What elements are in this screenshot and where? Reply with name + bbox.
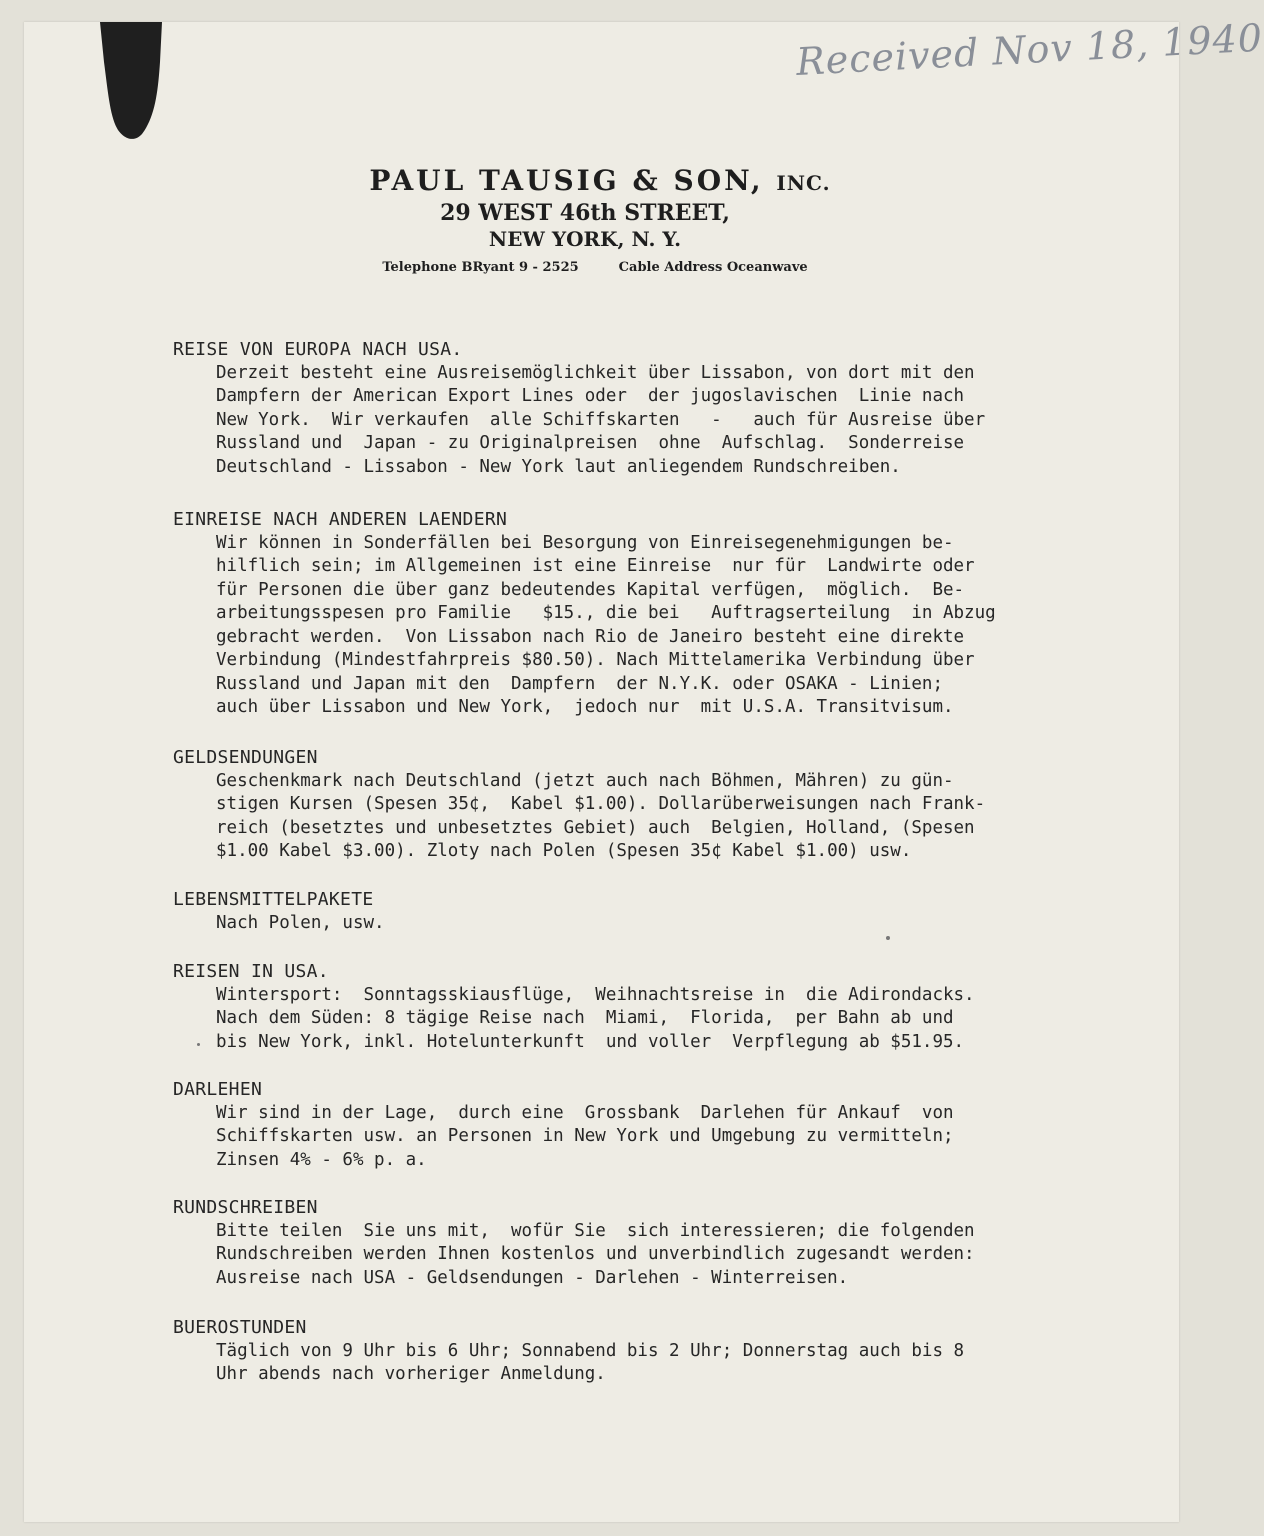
letterhead: [200, 164, 1000, 280]
section-line: Wintersport: Sonntagsskiausflüge, Weihnachtsreise in die Adirondacks.: [216, 984, 975, 1005]
section-line: Uhr abends nach vorheriger Anmeldung.: [216, 1364, 606, 1384]
section-buerostunden: [173, 1316, 1003, 1387]
section-heading: BUEROSTUNDEN: [173, 1317, 307, 1338]
section-line: Zinsen 4% - 6% p. a.: [216, 1149, 427, 1170]
section-line: New York. Wir verkaufen alle Schiffskarten - auch für Ausreise über: [216, 409, 986, 430]
company-street: 29 WEST 46th STREET,: [440, 200, 730, 226]
section-geldsendungen: [173, 746, 1003, 864]
section-line: Wir können in Sonderfällen bei Besorgung von Einreisegenehmigungen be-: [216, 532, 954, 553]
section-line: gebracht werden. Von Lissabon nach Rio de Janeiro besteht eine direkte: [216, 626, 965, 647]
section-line: Deutschland - Lissabon - New York laut anliegendem Rundschreiben.: [216, 456, 901, 477]
section-reise-von-europa: [173, 338, 1003, 479]
section-line: Schiffskarten usw. an Personen in New York und Umgebung zu vermitteln;: [216, 1126, 954, 1146]
section-heading: RUNDSCHREIBEN: [173, 1197, 318, 1218]
section-heading: LEBENSMITTELPAKETE: [173, 889, 374, 910]
company-name-main: PAUL TAUSIG & SON,: [369, 164, 764, 197]
section-line: Täglich von 9 Uhr bis 6 Uhr; Sonnabend bis 2 Uhr; Donnerstag auch bis 8: [216, 1340, 965, 1361]
section-einreise: [173, 508, 1003, 720]
section-heading: EINREISE NACH ANDEREN LAENDERN: [173, 509, 508, 530]
section-line: Rundschreiben werden Ihnen kostenlos und unverbindlich zugesandt werden:: [216, 1244, 975, 1264]
section-line: Geschenkmark nach Deutschland (jetzt auch nach Böhmen, Mähren) zu gün-: [216, 770, 954, 791]
torn-corner: [100, 22, 162, 142]
section-heading: REISEN IN USA.: [173, 961, 329, 982]
paper-speck: [197, 1043, 200, 1046]
section-line: für Personen die über ganz bedeutendes Kapital verfügen, möglich. Be-: [216, 579, 965, 600]
section-line: Wir sind in der Lage, durch eine Grossbank Darlehen für Ankauf von: [216, 1102, 954, 1123]
company-name: [200, 164, 1000, 200]
section-line: stigen Kursen (Spesen 35¢, Kabel $1.00). Dollarüberweisungen nach Frank-: [216, 794, 986, 814]
section-line: Bitte teilen Sie uns mit, wofür Sie sich interessieren; die folgenden: [216, 1220, 975, 1241]
section-line: Russland und Japan mit den Dampfern der N.Y.K. oder OSAKA - Linien;: [216, 673, 943, 694]
telephone: Telephone BRyant 9 - 2525: [382, 260, 579, 275]
section-line: Verbindung (Mindestfahrpreis $80.50). Nach Mittelamerika Verbindung über: [216, 650, 975, 670]
section-heading: DARLEHEN: [173, 1079, 263, 1100]
section-rundschreiben: [173, 1196, 1003, 1290]
section-line: $1.00 Kabel $3.00). Zloty nach Polen (Spesen 35¢ Kabel $1.00) usw.: [216, 841, 912, 861]
section-line: Nach Polen, usw.: [216, 912, 385, 933]
cable-address: Cable Address Oceanwave: [618, 260, 808, 275]
section-line: arbeitungsspesen pro Familie $15., die bei Auftragserteilung in Abzug: [216, 603, 996, 623]
section-line: hilflich sein; im Allgemeinen ist eine Einreise nur für Landwirte oder: [216, 556, 975, 576]
section-line: Nach dem Süden: 8 tägige Reise nach Miami, Florida, per Bahn ab und: [216, 1008, 954, 1028]
section-line: Russland und Japan - zu Originalpreisen ohne Aufschlag. Sonderreise: [216, 433, 965, 453]
company-city: NEW YORK, N. Y.: [488, 227, 682, 251]
section-line: reich (besetztes und unbesetztes Gebiet) auch Belgien, Holland, (Spesen: [216, 817, 975, 838]
section-lebensmittelpakete: [173, 888, 1003, 935]
section-heading: GELDSENDUNGEN: [173, 747, 318, 768]
section-heading: REISE VON EUROPA NACH USA.: [173, 339, 463, 360]
paper-speck: [886, 936, 890, 940]
section-reisen-in-usa: [173, 960, 1003, 1054]
section-line: Derzeit besteht eine Ausreisemöglichkeit über Lissabon, von dort mit den: [216, 362, 975, 383]
section-line: Ausreise nach USA - Geldsendungen - Darlehen - Winterreisen.: [216, 1267, 849, 1288]
handwritten-received-note: Received Nov 18, 1940: [795, 15, 1264, 84]
section-line: bis New York, inkl. Hotelunterkunft und voller Verpflegung ab $51.95.: [216, 1031, 965, 1052]
section-darlehen: [173, 1078, 1003, 1172]
company-suffix: INC.: [776, 171, 831, 195]
company-contact: [190, 256, 1000, 280]
section-line: Dampfern der American Export Lines oder der jugoslavischen Linie nach: [216, 386, 965, 406]
section-line: auch über Lissabon und New York, jedoch nur mit U.S.A. Transitvisum.: [216, 697, 954, 717]
